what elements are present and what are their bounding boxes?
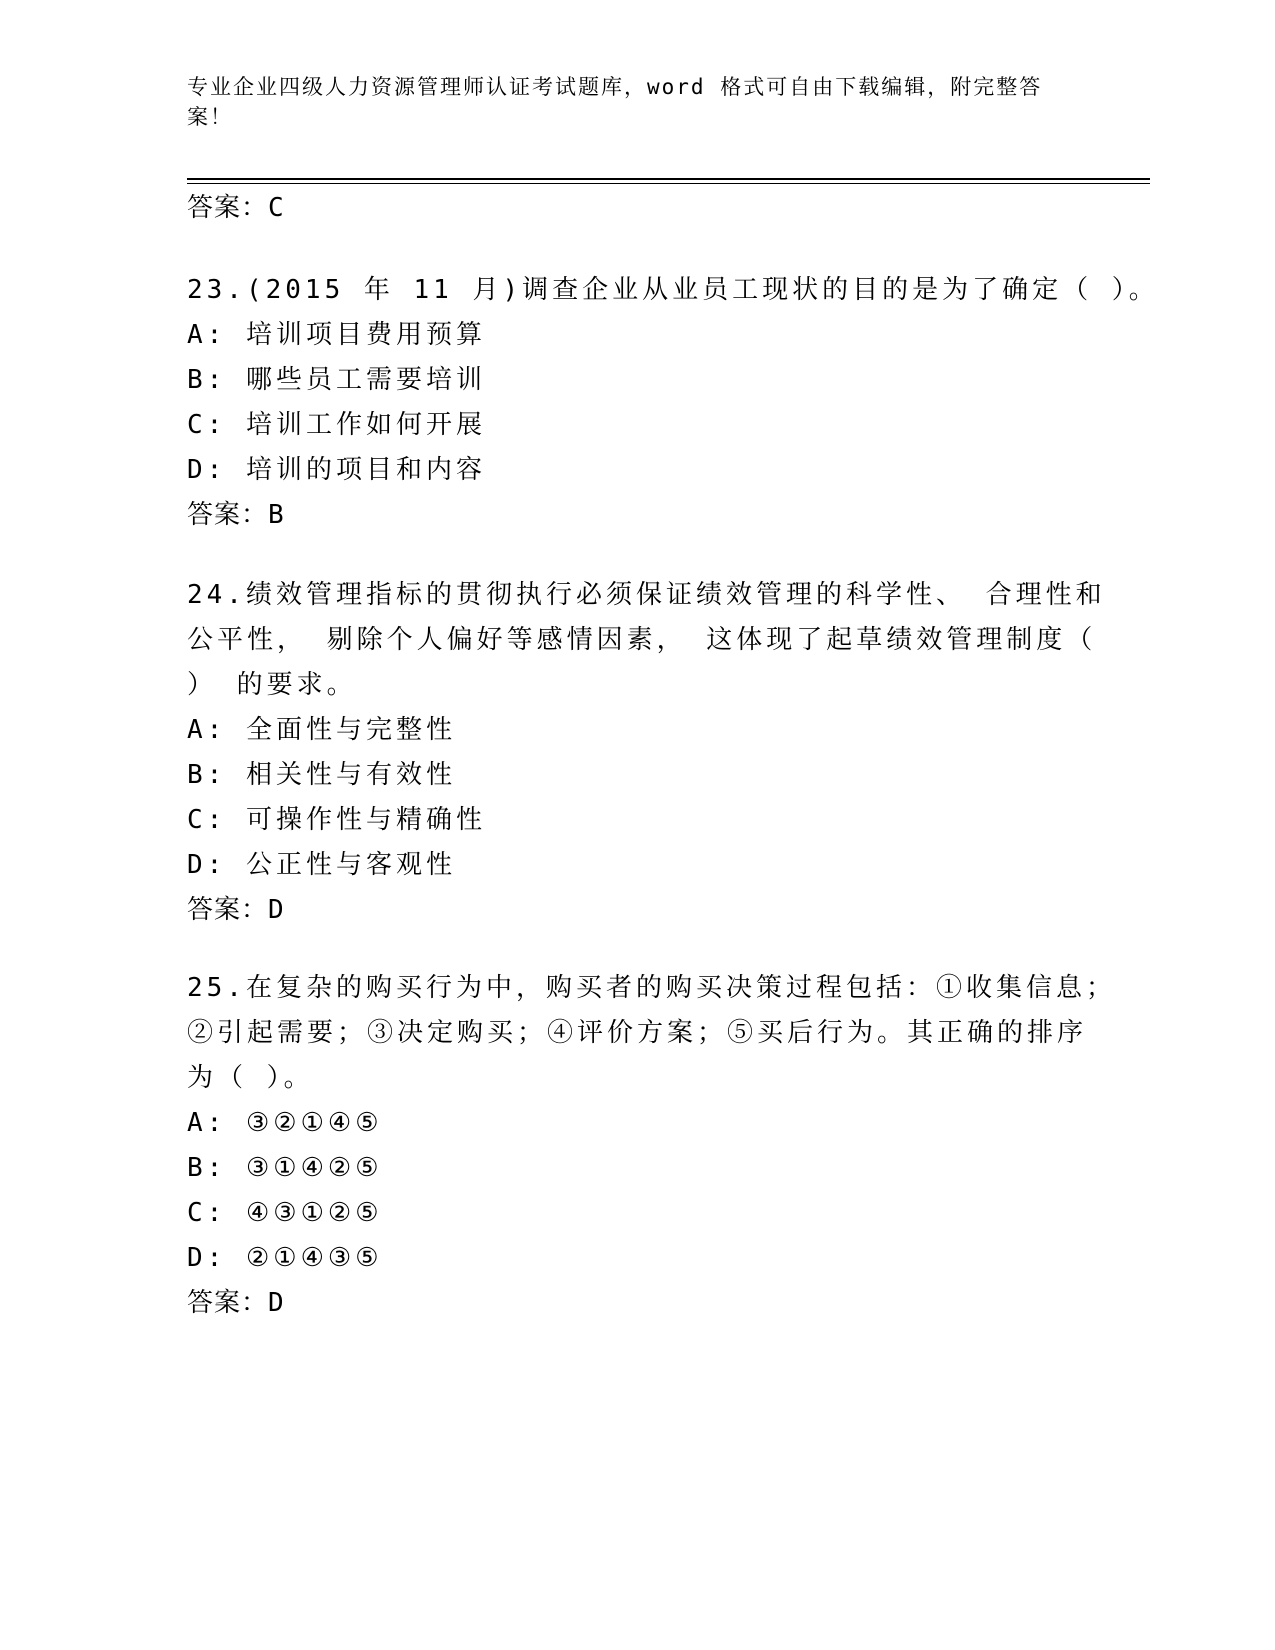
- option-key: C:: [187, 410, 227, 440]
- question-stem-line: ②引起需要；③决定购买；④评价方案；⑤买后行为。其正确的排序: [187, 1018, 1088, 1048]
- question-stem-line: 为（ ）。: [187, 1063, 314, 1093]
- answer-line: 答案：D: [187, 895, 285, 925]
- question-24: [187, 573, 1106, 933]
- option-key: D:: [187, 455, 227, 485]
- option-text: ④③①②⑤: [245, 1198, 383, 1228]
- option-key: D:: [187, 850, 227, 880]
- option-text: 培训工作如何开展: [245, 410, 486, 440]
- question-23: [187, 268, 1159, 538]
- option-a: [187, 313, 1067, 358]
- previous-answer: 答案：C: [187, 193, 285, 223]
- option-key: C:: [187, 805, 227, 835]
- option-key: C:: [187, 1198, 227, 1228]
- option-d: [187, 843, 1067, 888]
- option-c: [187, 798, 1067, 843]
- option-text: 可操作性与精确性: [245, 805, 486, 835]
- option-key: B:: [187, 365, 227, 395]
- option-key: A:: [187, 1108, 227, 1138]
- option-text: 相关性与有效性: [245, 760, 456, 790]
- option-text: 哪些员工需要培训: [245, 365, 486, 395]
- option-d: [187, 1236, 1067, 1281]
- option-key: B:: [187, 1153, 227, 1183]
- option-b: [187, 358, 1067, 403]
- option-key: A:: [187, 715, 227, 745]
- answer-line: 答案：B: [187, 500, 285, 530]
- option-a: [187, 708, 1067, 753]
- question-stem-line: 23.(2015 年 11 月)调查企业从业员工现状的目的是为了确定（ ）。: [187, 275, 1159, 305]
- option-text: 培训的项目和内容: [245, 455, 486, 485]
- header-divider-thin: [187, 183, 1150, 184]
- option-c: [187, 1191, 1067, 1236]
- answer-line: 答案：D: [187, 1288, 285, 1318]
- option-text: ②①④③⑤: [245, 1243, 383, 1273]
- option-text: 培训项目费用预算: [245, 320, 486, 350]
- option-text: ③①④②⑤: [245, 1153, 383, 1183]
- question-stem-line: ） 的要求。: [187, 670, 357, 700]
- question-stem-line: 公平性， 剔除个人偏好等感情因素， 这体现了起草绩效管理制度（: [187, 625, 1097, 655]
- option-c: [187, 403, 1067, 448]
- option-b: [187, 1146, 1067, 1191]
- option-key: A:: [187, 320, 227, 350]
- option-key: D:: [187, 1243, 227, 1273]
- option-text: 公正性与客观性: [245, 850, 456, 880]
- option-d: [187, 448, 1067, 493]
- option-a: [187, 1101, 1067, 1146]
- question-25: [187, 966, 1116, 1326]
- option-b: [187, 753, 1067, 798]
- question-stem-line: 25.在复杂的购买行为中，购买者的购买决策过程包括：①收集信息；: [187, 973, 1116, 1003]
- option-key: B:: [187, 760, 227, 790]
- option-text: 全面性与完整性: [245, 715, 456, 745]
- option-text: ③②①④⑤: [245, 1108, 383, 1138]
- question-stem-line: 24.绩效管理指标的贯彻执行必须保证绩效管理的科学性、 合理性和: [187, 580, 1106, 610]
- header-divider-thick: [187, 178, 1150, 180]
- page-header-note: 专业企业四级人力资源管理师认证考试题库，word 格式可自由下载编辑，附完整答案！: [187, 75, 1043, 129]
